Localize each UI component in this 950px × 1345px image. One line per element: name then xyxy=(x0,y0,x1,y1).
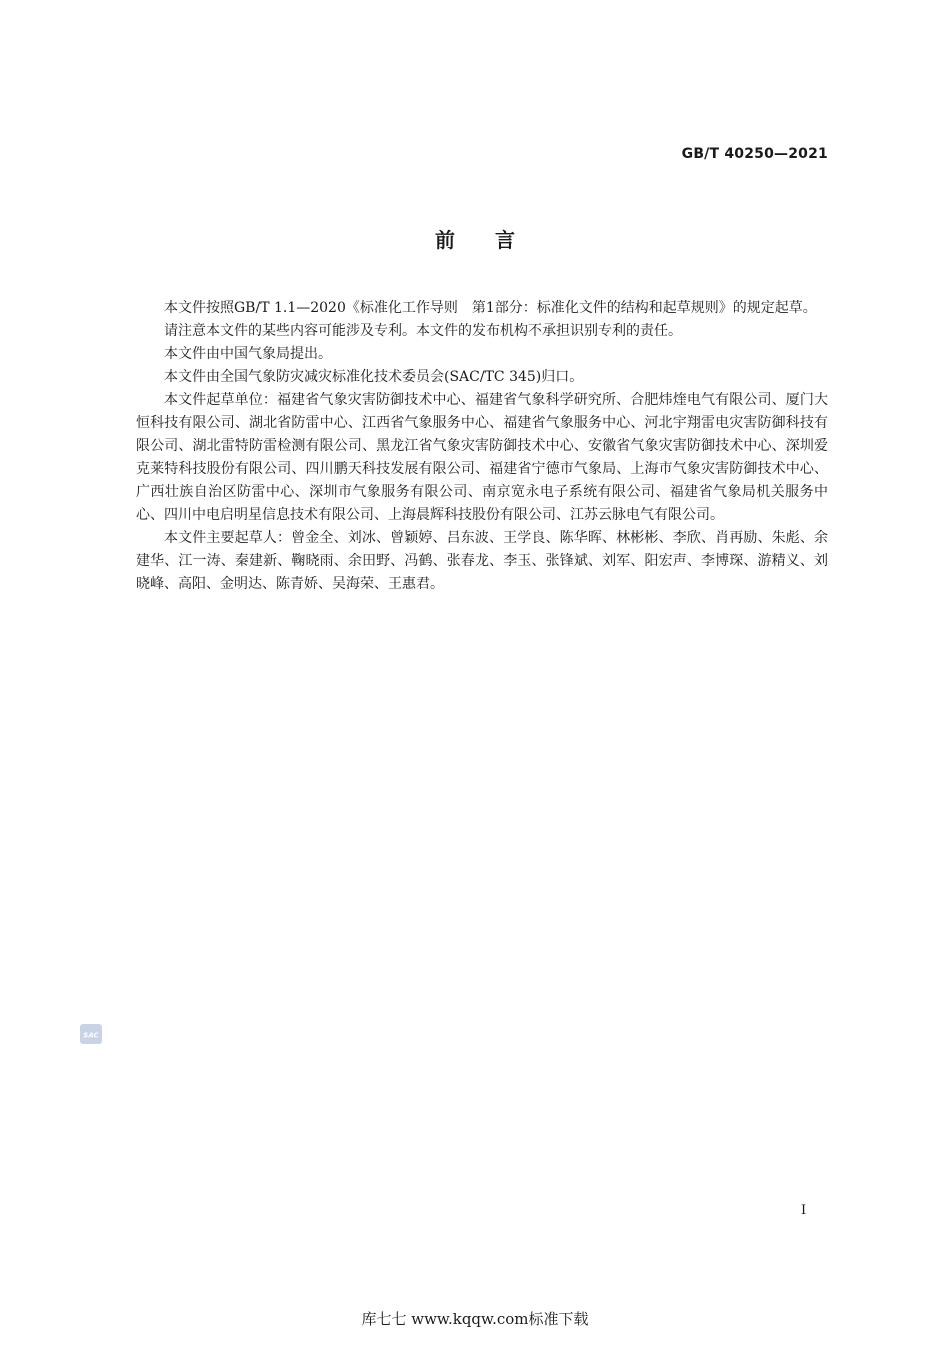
page-number: I xyxy=(801,1203,807,1218)
paragraph-proposer: 本文件由中国气象局提出。 xyxy=(164,346,332,362)
paragraph-drafting-units: 本文件起草单位：福建省气象灾害防御技术中心、福建省气象科学研究所、合肥炜煃电气有限公司、厦门大恒科技有限公司、湖北省防雷中心、江西省气象服务中心、福建省气象服务中心、河北宇翔雷电灾害防御科技有限公司、湖北雷特防雷检测有限公司、黑龙江省气象灾害防御技术中心、安徽省气象灾害防御技术中心、深圳爱克莱特科技股份有限公司、四川鹏天科技发展有限公司、福建省宁德市气象局、上海市气象灾害防御技术中心、广西壮族自治区防雷中心、深圳市气象服务有限公司、南京宽永电子系统有限公司、福建省气象局机关服务中心、四川中电启明星信息技术有限公司、上海晨辉科技股份有限公司、江苏云脉电气有限公司。 xyxy=(136,392,828,523)
sac-watermark-icon xyxy=(80,1024,102,1044)
document-body xyxy=(136,297,828,596)
standard-code: GB/T 40250—2021 xyxy=(681,146,828,162)
svg-text:SAC: SAC xyxy=(83,1031,99,1040)
paragraph-patent-notice: 请注意本文件的某些内容可能涉及专利。本文件的发布机构不承担识别专利的责任。 xyxy=(164,323,682,339)
page-title: 前 言 xyxy=(435,228,515,252)
paragraph-committee: 本文件由全国气象防灾减灾标准化技术委员会(SAC/TC 345)归口。 xyxy=(164,369,584,385)
footer-watermark: 库七七 www.kqqw.com标准下载 xyxy=(361,1310,589,1328)
paragraph-drafting-rules: 本文件按照GB/T 1.1—2020《标准化工作导则 第1部分：标准化文件的结构和起草规则》的规定起草。 xyxy=(164,300,817,316)
paragraph-drafters: 本文件主要起草人：曾金全、刘冰、曾颖婷、吕东波、王学良、陈华晖、林彬彬、李欣、肖再励、朱彪、余建华、江一涛、秦建新、鞠晓雨、余田野、冯鹤、张春龙、李玉、张锋斌、刘军、阳宏声、李博琛、游精义、刘晓峰、高阳、金明达、陈青娇、吴海荣、王惠君。 xyxy=(136,530,828,592)
